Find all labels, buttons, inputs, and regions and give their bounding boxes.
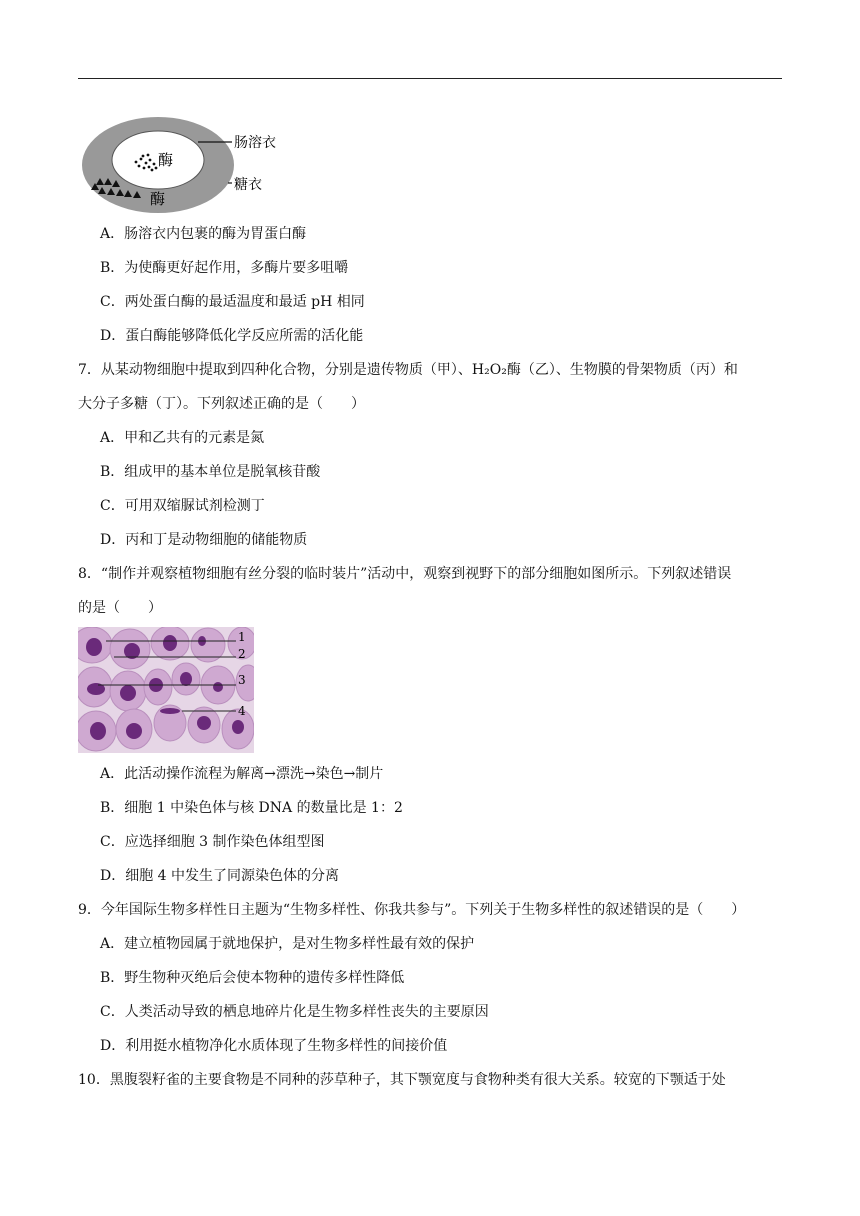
capsule-label-sugar: 糖衣 — [234, 177, 262, 193]
mitosis-micrograph — [78, 627, 260, 753]
q9-stem: 9．今年国际生物多样性日主题为“生物多样性、你我共参与”。下列关于生物多样性的叙述错误的是（ ） — [78, 902, 746, 918]
capsule-label-enzyme-inner: 酶 — [158, 151, 174, 169]
q10-stem-line1: 10．黑腹裂籽雀的主要食物是不同种的莎草种子，其下颚宽度与食物种类有很大关系。较宽的下颚适于处 — [78, 1072, 726, 1088]
q9-option-b: B．野生物种灭绝后会使本物种的遗传多样性降低 — [100, 970, 405, 986]
q6-option-b: B．为使酶更好起作用，多酶片要多咀嚼 — [100, 260, 349, 276]
q9-option-a: A．建立植物园属于就地保护，是对生物多样性最有效的保护 — [100, 936, 475, 952]
q8-option-d: D．细胞 4 中发生了同源染色体的分离 — [100, 868, 340, 884]
q7-option-a: A．甲和乙共有的元素是氮 — [100, 430, 265, 446]
q6-option-a: A．肠溶衣内包裹的酶为胃蛋白酶 — [100, 226, 307, 242]
q6-option-c: C．两处蛋白酶的最适温度和最适 pH 相同 — [100, 294, 365, 310]
q9-option-d: D．利用挺水植物净化水质体现了生物多样性的间接价值 — [100, 1038, 448, 1054]
q8-stem-line2: 的是（ ） — [78, 600, 162, 616]
header-rule — [78, 78, 782, 79]
capsule-diagram — [80, 110, 320, 215]
q8-stem-line1: 8．“制作并观察植物细胞有丝分裂的临时装片”活动中，观察到视野下的部分细胞如图所示。下列叙述错误 — [78, 566, 732, 582]
q7-stem-line1: 7．从某动物细胞中提取到四种化合物，分别是遗传物质（甲）、H₂O₂酶（乙）、生物膜的骨架物质（丙）和 — [78, 362, 738, 378]
q8-option-b: B．细胞 1 中染色体与核 DNA 的数量比是 1：2 — [100, 800, 403, 816]
micrograph-label-1: 1 — [238, 630, 246, 644]
micrograph-label-3: 3 — [238, 673, 246, 687]
capsule-diagram-svg — [80, 110, 320, 215]
q7-option-c: C．可用双缩脲试剂检测丁 — [100, 498, 265, 514]
q8-option-c: C．应选择细胞 3 制作染色体组型图 — [100, 834, 325, 850]
q6-option-d: D．蛋白酶能够降低化学反应所需的活化能 — [100, 328, 364, 344]
q8-option-a: A．此活动操作流程为解离→漂洗→染色→制片 — [100, 766, 384, 782]
q7-option-d: D．丙和丁是动物细胞的储能物质 — [100, 532, 308, 548]
capsule-label-enzyme-outer: 酶 — [150, 190, 166, 208]
micrograph-label-4: 4 — [238, 704, 246, 718]
micrograph-label-2: 2 — [238, 647, 246, 661]
q7-stem-line2: 大分子多糖（丁）。下列叙述正确的是（ ） — [78, 396, 365, 412]
capsule-label-enteric: 肠溶衣 — [234, 135, 276, 151]
q9-option-c: C．人类活动导致的栖息地碎片化是生物多样性丧失的主要原因 — [100, 1004, 489, 1020]
q7-option-b: B．组成甲的基本单位是脱氧核苷酸 — [100, 464, 321, 480]
micrograph-labels — [78, 627, 260, 753]
